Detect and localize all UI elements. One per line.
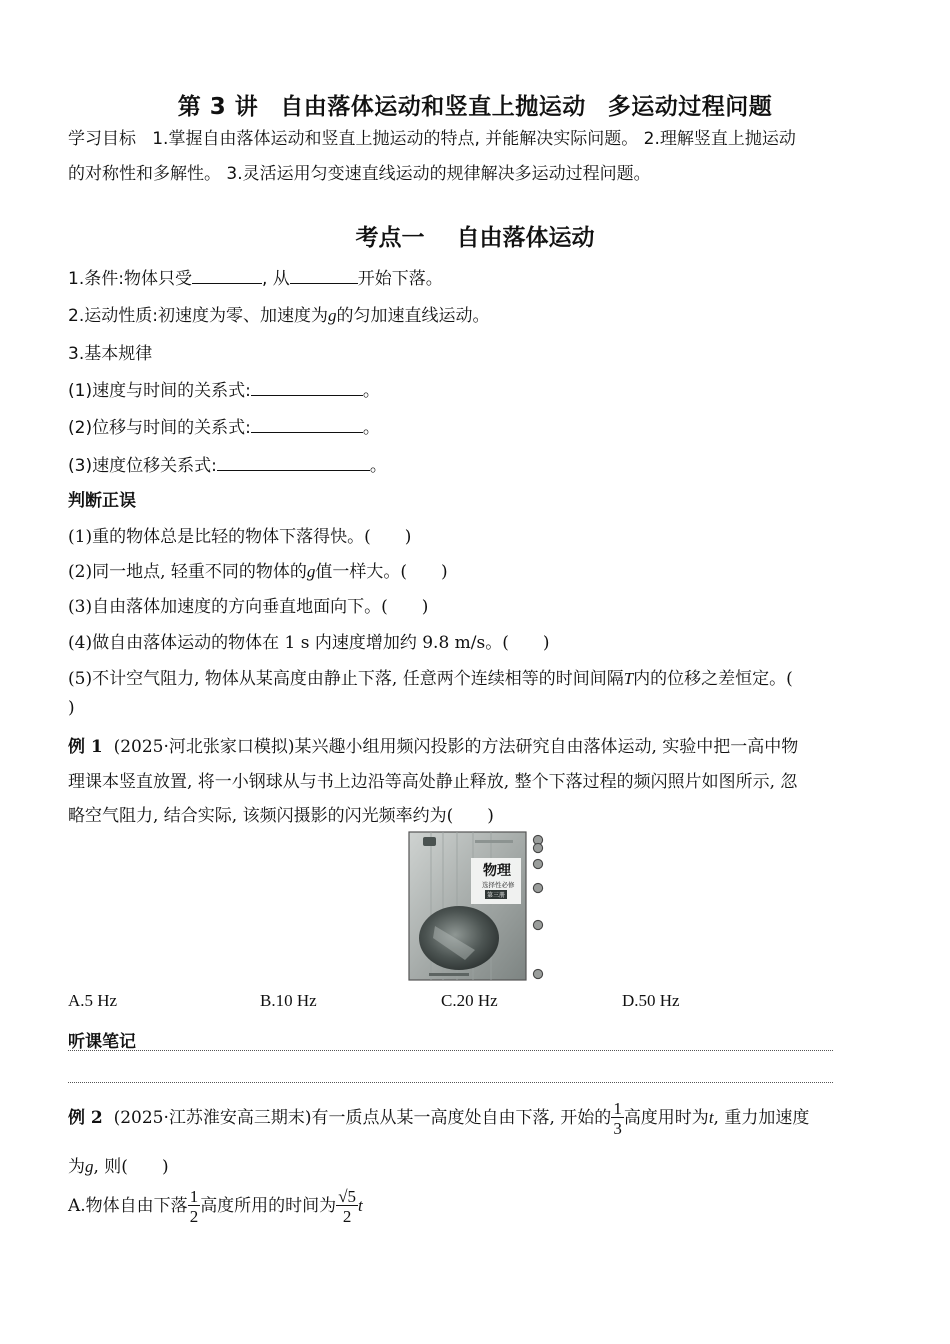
law-2 — [68, 413, 380, 438]
notes-line[interactable] — [68, 1050, 833, 1051]
option-a-text-a: A.物体自由下落 — [68, 1196, 188, 1216]
ball-position — [533, 969, 542, 978]
option-a-text-b: 高度所用的时间为 — [200, 1196, 337, 1216]
goals-label: 学习目标 — [68, 129, 136, 149]
ball-position — [533, 883, 542, 892]
learning-goals — [68, 122, 888, 192]
fraction-one-half — [188, 1188, 201, 1225]
goals-line-1: 1.掌握自由落体运动和竖直上抛运动的特点, 并能解决实际问题。 2.理解竖直上抛运动 — [152, 129, 796, 149]
section-name: 自由落体运动 — [456, 225, 595, 251]
law-3-text: (3)速度位移关系式: — [68, 456, 217, 476]
example-1-line-3: 略空气阻力, 结合实际, 该频闪摄影的闪光频率约为( ) — [68, 806, 494, 826]
blank-field[interactable] — [217, 454, 370, 471]
g-symbol: g — [327, 306, 337, 325]
fraction-numerator: 1 — [189, 1187, 199, 1206]
strobe-photo-figure — [405, 828, 555, 984]
nature-text-a: 2.运动性质:初速度为零、加速度为 — [68, 306, 328, 326]
period: 。 — [362, 418, 380, 438]
nature-text-b: 的匀加速直线运动。 — [336, 306, 490, 326]
judge-item-3: (3)自由落体加速度的方向垂直地面向下。( ) — [68, 597, 429, 617]
lesson-number: 第 3 讲 — [177, 94, 259, 120]
book-title: 物理 — [483, 863, 511, 879]
lesson-topic-1: 自由落体运动和竖直上抛运动 — [280, 94, 586, 120]
judge-2-text-b: 值一样大。( ) — [315, 562, 448, 582]
example-2-option-a[interactable] — [68, 1186, 363, 1226]
judge-2-text-a: (2)同一地点, 轻重不同的物体的 — [68, 562, 307, 582]
example-1-text-1: (2025·河北张家口模拟)某兴趣小组用频闪投影的方法研究自由落体运动, 实验中把一高中物 — [113, 737, 799, 757]
section-heading — [0, 219, 950, 252]
g-symbol: g — [85, 1157, 94, 1176]
section-label: 考点一 — [355, 225, 425, 251]
t-symbol: t — [358, 1196, 363, 1215]
example-1-line-2: 理课本竖直放置, 将一小钢球从与书上边沿等高处静止释放, 整个下落过程的频闪照片如图所示, 忽 — [68, 772, 798, 792]
publisher-logo — [423, 837, 436, 846]
t-symbol: t — [708, 1108, 714, 1127]
example-2-line-2 — [68, 1152, 169, 1177]
example-1-line-1 — [68, 732, 798, 757]
fraction-root5-over-2 — [336, 1188, 358, 1225]
example-2-text-b: 高度用时为 — [623, 1108, 709, 1128]
cond-text-a: 1.条件:物体只受 — [68, 269, 192, 289]
fraction-numerator: √5 — [338, 1187, 357, 1206]
fraction-denominator: 3 — [613, 1119, 622, 1138]
fraction-denominator: 2 — [189, 1207, 199, 1226]
cover-disc-image — [419, 906, 499, 970]
option-c[interactable]: C.20 Hz — [441, 991, 498, 1010]
goals-line-2: 的对称性和多解性。 3.灵活运用匀变速直线运动的规律解决多运动过程问题。 — [68, 164, 651, 184]
law-3 — [68, 451, 387, 476]
fraction-denominator: 2 — [342, 1207, 352, 1226]
cond-text-b: , 从 — [261, 269, 290, 289]
notes-heading: 听课笔记 — [68, 1032, 136, 1052]
example-2-text-c: , 重力加速度 — [713, 1108, 810, 1128]
g-symbol: g — [306, 562, 316, 581]
judge-5-text-b: 内的位移之差恒定。( — [633, 669, 793, 689]
blank-field[interactable] — [251, 416, 363, 433]
judge-item-5-close: ) — [68, 698, 75, 718]
ball-position — [533, 859, 542, 868]
nature-line — [68, 301, 489, 326]
law-2-text: (2)位移与时间的关系式: — [68, 418, 251, 438]
ball-position — [533, 843, 542, 852]
book-volume: 第三册 — [487, 892, 506, 899]
period: 。 — [362, 381, 380, 401]
law-1 — [68, 376, 380, 401]
judge-item-5 — [68, 664, 793, 689]
blank-field[interactable] — [251, 379, 363, 396]
example-2-text-d: 为 — [68, 1157, 85, 1177]
example-1-label: 例 1 — [68, 737, 103, 757]
notes-line[interactable] — [68, 1082, 833, 1083]
ball-position — [533, 920, 542, 929]
fraction-one-third — [611, 1100, 624, 1137]
law-1-text: (1)速度与时间的关系式: — [68, 381, 251, 401]
example-2-label: 例 2 — [68, 1108, 103, 1128]
blank-field[interactable] — [192, 267, 262, 284]
example-2-text-e: , 则( ) — [93, 1157, 169, 1177]
cond-text-c: 开始下落。 — [357, 269, 443, 289]
fraction-numerator: 1 — [613, 1099, 622, 1118]
period: 。 — [369, 456, 387, 476]
judge-5-text-a: (5)不计空气阻力, 物体从某高度由静止下落, 任意两个连续相等的时间间隔 — [68, 669, 624, 689]
t-symbol: T — [623, 669, 634, 688]
condition-line — [68, 264, 443, 289]
lesson-topic-2: 多运动过程问题 — [607, 94, 773, 120]
judge-heading: 判断正误 — [68, 491, 136, 511]
option-d[interactable]: D.50 Hz — [622, 991, 680, 1010]
option-b[interactable]: B.10 Hz — [260, 991, 317, 1010]
option-a[interactable]: A.5 Hz — [68, 991, 118, 1010]
judge-item-4: (4)做自由落体运动的物体在 1 s 内速度增加约 9.8 m/s。( ) — [68, 633, 550, 653]
example-2-line-1 — [68, 1098, 809, 1138]
example-2-text-a: (2025·江苏淮安高三期末)有一质点从某一高度处自由下落, 开始的 — [113, 1108, 612, 1128]
judge-item-2 — [68, 557, 448, 582]
book-subtitle: 选择性必修 — [482, 881, 515, 889]
judge-item-1: (1)重的物体总是比轻的物体下落得快。( ) — [68, 527, 412, 547]
blank-field[interactable] — [290, 267, 358, 284]
lesson-title — [0, 88, 950, 121]
laws-heading: 3.基本规律 — [68, 344, 153, 364]
